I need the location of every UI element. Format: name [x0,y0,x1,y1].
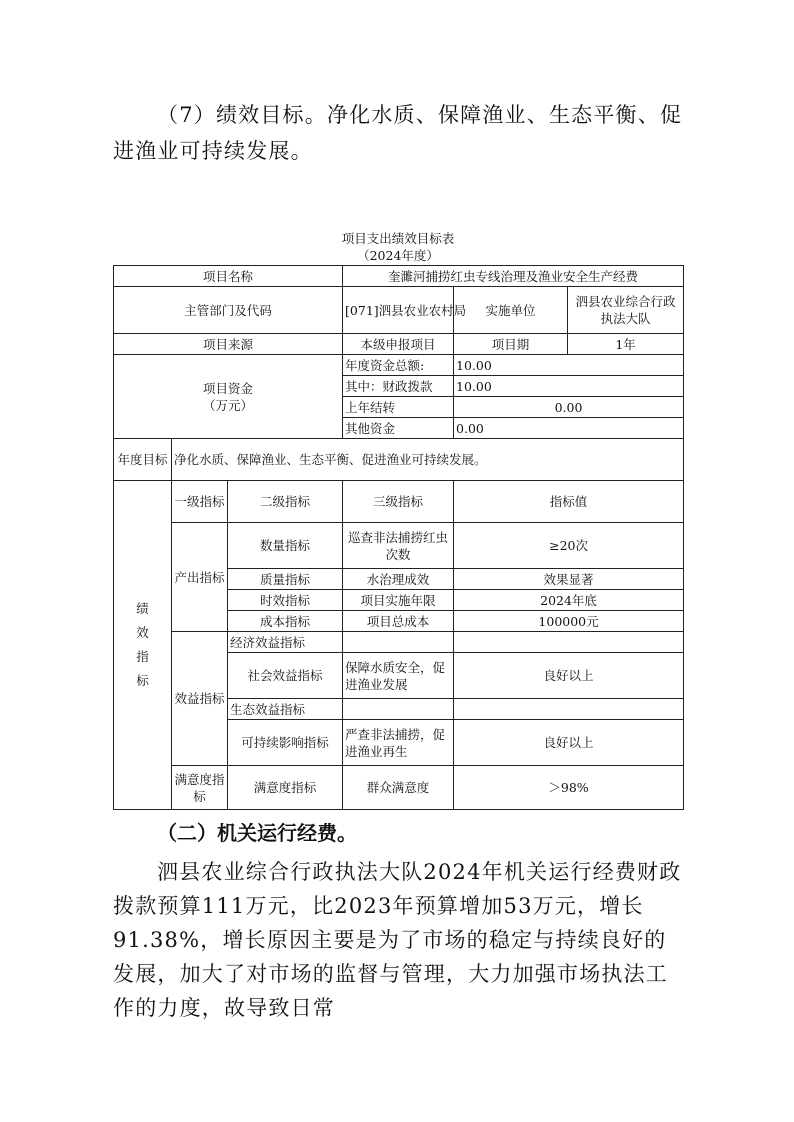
table-title: 项目支出绩效目标表 [341,231,455,246]
funds-label: 项目资金 [203,380,254,396]
l3-cell: 水治理成效 [343,569,454,590]
value-cell: ＞98% [454,766,684,810]
dept-value: [071]泗县农业农村局 [343,287,454,334]
fund-value: 10.00 [454,355,684,376]
fund-value: 10.00 [454,376,684,397]
l2-cell: 满意度指标 [228,766,343,810]
fund-label: 其他资金 [343,418,454,439]
l3-cell: 群众满意度 [343,766,454,810]
performance-target-table [113,265,684,810]
table-row [114,523,684,569]
table-row [114,334,684,355]
value-cell [454,632,684,653]
l3-cell: 保障水质安全，促进渔业发展 [343,653,454,699]
period-value: 1年 [568,334,684,355]
l2-cell: 成本指标 [228,611,343,632]
period-label: 项目期 [454,334,568,355]
fund-label: 其中：财政拨款 [343,376,454,397]
table-row [114,439,684,481]
value-cell: 100000元 [454,611,684,632]
header-value: 指标值 [454,481,684,523]
l2-cell: 社会效益指标 [228,653,343,699]
impl-label: 实施单位 [454,287,568,334]
value-cell: 效果显著 [454,569,684,590]
section-body-text: 泗县农业综合行政执法大队2024年机关运行经费财政拨款预算111万元，比2023年预算增加53万元，增长91.38%，增长原因主要是为了市场的稳定与持续良好的发展，加大了对市场的监督与管理，大力加强市场执法工作的力度，故导致日常 [113,860,682,1020]
project-name-value: 奎濉河捕捞红虫专线治理及渔业安全生产经费 [343,266,684,287]
l2-cell: 质量指标 [228,569,343,590]
table-year-caption: （2024年度） [357,248,439,263]
table-row [114,481,684,523]
fund-value: 0.00 [454,418,684,439]
l3-cell: 项目总成本 [343,611,454,632]
section-heading: （二）机关运行经费。 [157,821,357,845]
performance-goal-paragraph [113,97,683,169]
funds-label-cell [114,355,343,439]
l3-cell: 巡查非法捕捞红虫次数 [343,523,454,569]
l3-cell: 项目实施年限 [343,590,454,611]
output-label: 产出指标 [172,523,228,632]
l2-cell: 数量指标 [228,523,343,569]
section-body-paragraph [113,855,683,1025]
fund-value: 0.00 [454,397,684,418]
value-cell: ≥20次 [454,523,684,569]
indicator-group-label: 绩效指标 [114,481,172,810]
project-name-label: 项目名称 [114,266,343,287]
benefit-label: 效益指标 [172,632,228,766]
header-level3: 三级指标 [343,481,454,523]
fund-label: 年度资金总额: [343,355,454,376]
funds-unit: （万元） [203,397,254,413]
l3-cell: 严查非法捕捞，促进渔业再生 [343,720,454,766]
dept-label: 主管部门及代码 [114,287,343,334]
source-value: 本级申报项目 [343,334,454,355]
table-row [114,766,684,810]
annual-goal-value: 净化水质、保障渔业、生态平衡、促进渔业可持续发展。 [172,439,684,481]
table-row [114,287,684,334]
value-cell: 良好以上 [454,720,684,766]
l3-cell [343,632,454,653]
source-label: 项目来源 [114,334,343,355]
table-row [114,632,684,653]
l2-cell: 生态效益指标 [228,699,343,720]
value-cell: 2024年底 [454,590,684,611]
annual-goal-label: 年度目标 [114,439,172,481]
table-row [114,266,684,287]
impl-value: 泗县农业综合行政执法大队 [568,287,684,334]
l2-cell: 时效指标 [228,590,343,611]
header-level2: 二级指标 [228,481,343,523]
l2-cell: 可持续影响指标 [228,720,343,766]
fund-label: 上年结转 [343,397,454,418]
performance-goal-text: （7）绩效目标。净化水质、保障渔业、生态平衡、促进渔业可持续发展。 [113,103,683,163]
l3-cell [343,699,454,720]
value-cell [454,699,684,720]
value-cell: 良好以上 [454,653,684,699]
table-row [114,355,684,376]
l2-cell: 经济效益指标 [228,632,343,653]
header-level1: 一级指标 [172,481,228,523]
satisfaction-label: 满意度指标 [172,766,228,810]
